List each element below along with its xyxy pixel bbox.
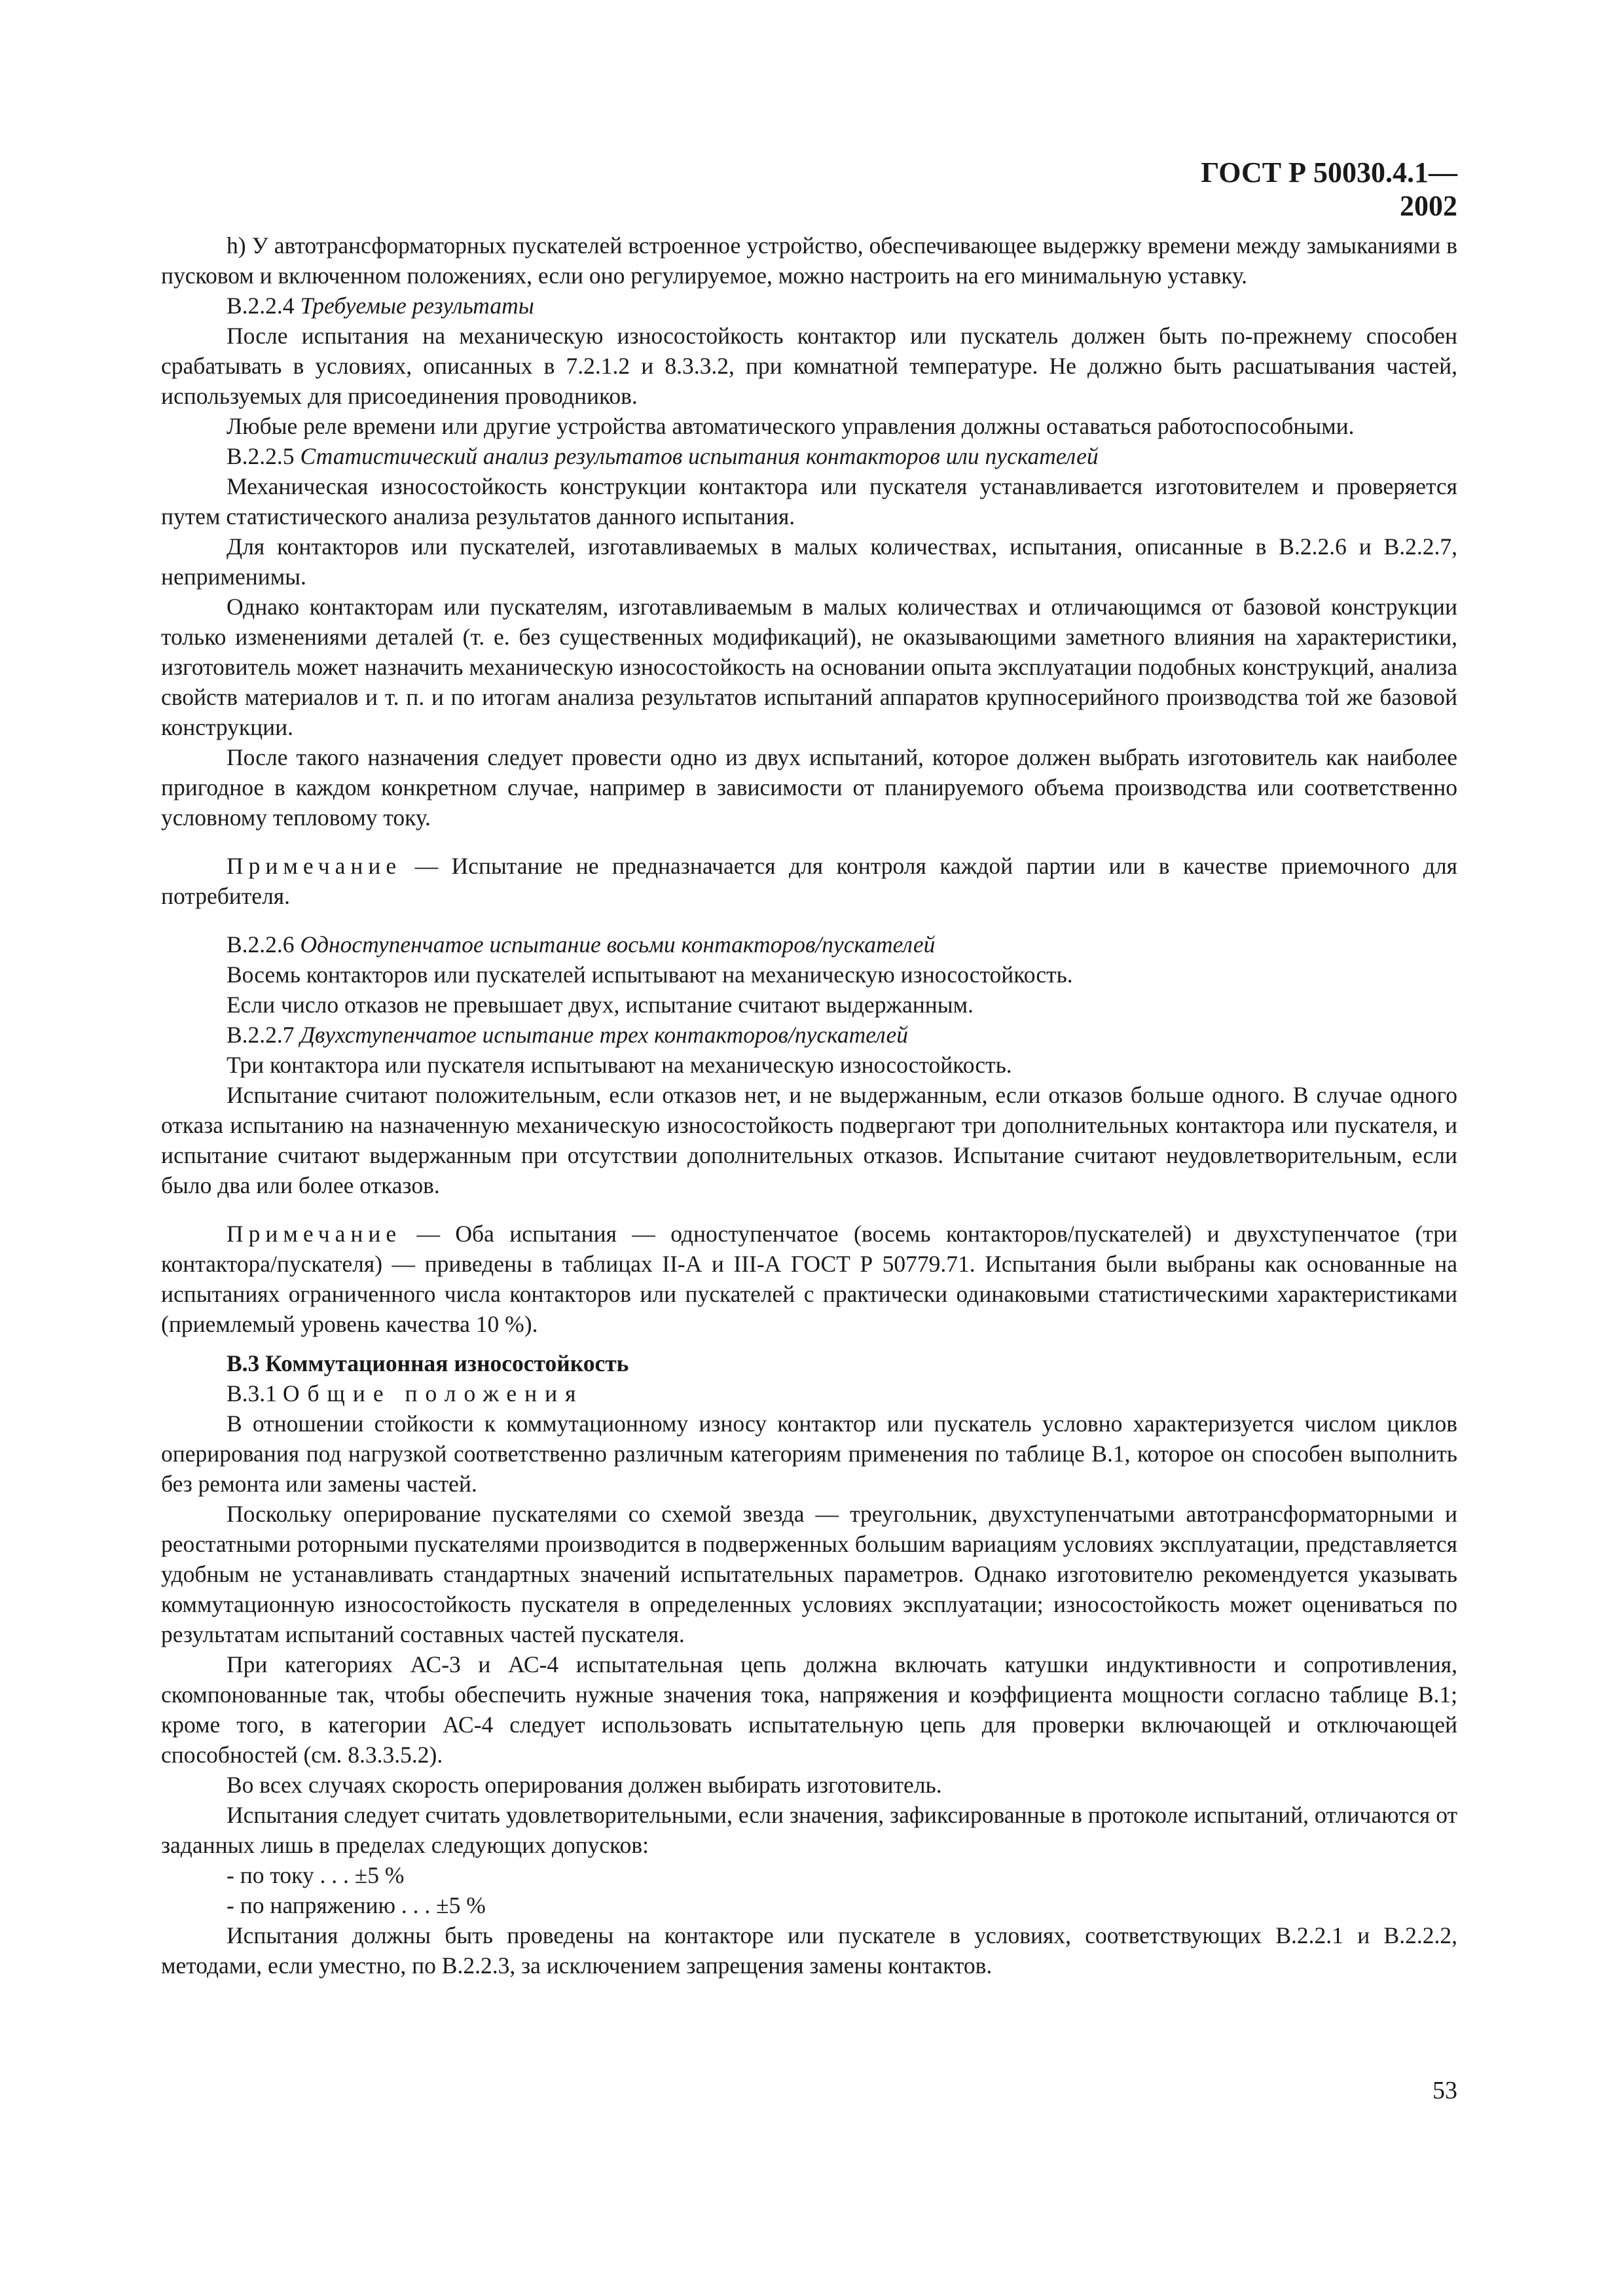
document-body	[161, 230, 1457, 1981]
page-number: 53	[1432, 2077, 1457, 2104]
clause-heading	[161, 441, 1457, 471]
note	[161, 1219, 1457, 1339]
section-heading: В.3 Коммутационная износостойкость	[227, 1350, 629, 1376]
clause-heading	[161, 1020, 1457, 1050]
clause-title: Одноступенчатое испытание восьми контакторов/пускателей	[300, 931, 936, 958]
clause-title: Общие положения	[282, 1380, 584, 1407]
paragraph: После испытания на механическую износостойкость контактор или пускатель должен быть по-прежнему способен срабатывать в условиях, описанных в 7.2.1.2 и 8.3.3.2, при комнатной температуре. Не должно быть расшатывания частей, используемых для присоединения проводников.	[161, 323, 1457, 409]
paragraph: В отношении стойкости к коммутационному износу контактор или пускатель условно характеризуется числом циклов оперирования под нагрузкой соответственно различным категориям применения по таблице В.1, которое он способен выполнить без ремонта или замены частей.	[161, 1410, 1457, 1497]
paragraph: Любые реле времени или другие устройства автоматического управления должны оставаться работоспособными.	[227, 413, 1355, 439]
note-text: — Испытание не предназначается для контроля каждой партии или в качестве приемочного для потребителя.	[161, 853, 1458, 909]
standard-designation: ГОСТ Р 50030.4.1—2002	[1201, 156, 1457, 222]
paragraph: h) У автотрансформаторных пускателей встроенное устройство, обеспечивающее выдержку времени между замыканиями в пусковом и включенном положениях, если оно регулируемое, можно настроить на его минимальную уставку.	[161, 232, 1457, 289]
paragraph: Поскольку оперирование пускателями со схемой звезда — треугольник, двухступенчатыми автотрансформаторными и реостатными роторными пускателями производится в подверженных большим вариациям условиях эксплуатации, представляется удобным не устанавливать стандартных значений испытательных параметров. Однако изготовителю рекомендуется указывать коммутационную износостойкость пускателя в определенных условиях эксплуатации; износостойкость может оцениваться по результатам испытаний составных частей пускателя.	[161, 1501, 1457, 1647]
note	[161, 851, 1457, 911]
clause-heading	[161, 291, 1457, 321]
paragraph: При категориях АС-3 и АС-4 испытательная цепь должна включать катушки индуктивности и сопротивления, скомпонованные так, чтобы обеспечить нужные значения тока, напряжения и коэффициента мощности согласно таблице В.1; кроме того, в категории АС-4 следует использовать испытательную цепь для проверки включающей и отключающей способностей (см. 8.3.3.5.2).	[161, 1651, 1457, 1768]
tolerance-item: - по напряжению . . . ±5 %	[227, 1892, 486, 1918]
clause-heading	[161, 1378, 1457, 1408]
clause-number: В.2.2.7	[227, 1022, 295, 1048]
clause-title: Двухступенчатое испытание трех контакторов/пускателей	[300, 1022, 908, 1048]
clause-number: В.2.2.5	[227, 443, 295, 469]
paragraph: Однако контакторам или пускателям, изготавливаемым в малых количествах и отличающимся от базовой конструкции только изменениями деталей (т. е. без существенных модификаций), не оказывающими заметного влияния на характеристики, изготовитель может назначить механическую износостойкость на основании опыта эксплуатации подобных конструкций, анализа свойств материалов и т. п. и по итогам анализа результатов испытаний аппаратов крупносерийного производства той же базовой конструкции.	[161, 594, 1457, 740]
clause-title: Требуемые результаты	[300, 293, 534, 319]
clause-heading	[161, 929, 1457, 960]
paragraph: Три контактора или пускателя испытывают на механическую износостойкость.	[227, 1052, 1012, 1078]
paragraph: Испытание считают положительным, если отказов нет, и не выдержанным, если отказов больше одного. В случае одного отказа испытанию на назначенную механическую износостойкость подвергают три дополнительных контактора или пускателя, и испытание считают выдержанным при отсутствии дополнительных отказов. Испытание считают неудовлетворительным, если было два или более отказов.	[161, 1082, 1457, 1198]
note-label: Примечание	[227, 853, 402, 879]
paragraph: Испытания должны быть проведены на контакторе или пускателе в условиях, соответствующих В.2.2.1 и В.2.2.2, методами, если уместно, по В.2.2.3, за исключением запрещения замены контактов.	[161, 1922, 1457, 1979]
paragraph: Механическая износостойкость конструкции контактора или пускателя устанавливается изготовителем и проверяется путем статистического анализа результатов данного испытания.	[161, 473, 1457, 529]
note-text: — Оба испытания — одноступенчатое (восемь контакторов/пускателей) и двухступенчатое (три контактора/пускателя) — приведены в таблицах II-А и III-А ГОСТ Р 50779.71. Испытания были выбраны как основанные на испытаниях ограниченного числа контакторов или пускателей с практически одинаковыми статистическими характеристиками (приемлемый уровень качества 10 %).	[161, 1221, 1457, 1337]
paragraph: Во всех случаях скорость оперирования должен выбирать изготовитель.	[227, 1772, 942, 1798]
paragraph: Испытания следует считать удовлетворительными, если значения, зафиксированные в протоколе испытаний, отличаются от заданных лишь в пределах следующих допусков:	[161, 1802, 1457, 1858]
note-label: Примечание	[227, 1221, 402, 1247]
paragraph: Если число отказов не превышает двух, испытание считают выдержанным.	[227, 992, 974, 1018]
paragraph: После такого назначения следует провести одно из двух испытаний, которое должен выбрать изготовитель как наиболее пригодное в каждом конкретном случае, например в зависимости от планируемого объема производства или соответственно условному тепловому току.	[161, 744, 1457, 831]
clause-number: В.2.2.4	[227, 293, 295, 319]
paragraph: Восемь контакторов или пускателей испытывают на механическую износостойкость.	[227, 961, 1073, 988]
clause-number: В.2.2.6	[227, 931, 295, 958]
paragraph: Для контакторов или пускателей, изготавливаемых в малых количествах, испытания, описанные в В.2.2.6 и В.2.2.7, неприменимы.	[161, 533, 1457, 590]
clause-number: В.3.1	[227, 1380, 277, 1407]
tolerance-item: - по току . . . ±5 %	[227, 1862, 405, 1888]
clause-title: Статистический анализ результатов испытания контакторов или пускателей	[300, 443, 1099, 469]
